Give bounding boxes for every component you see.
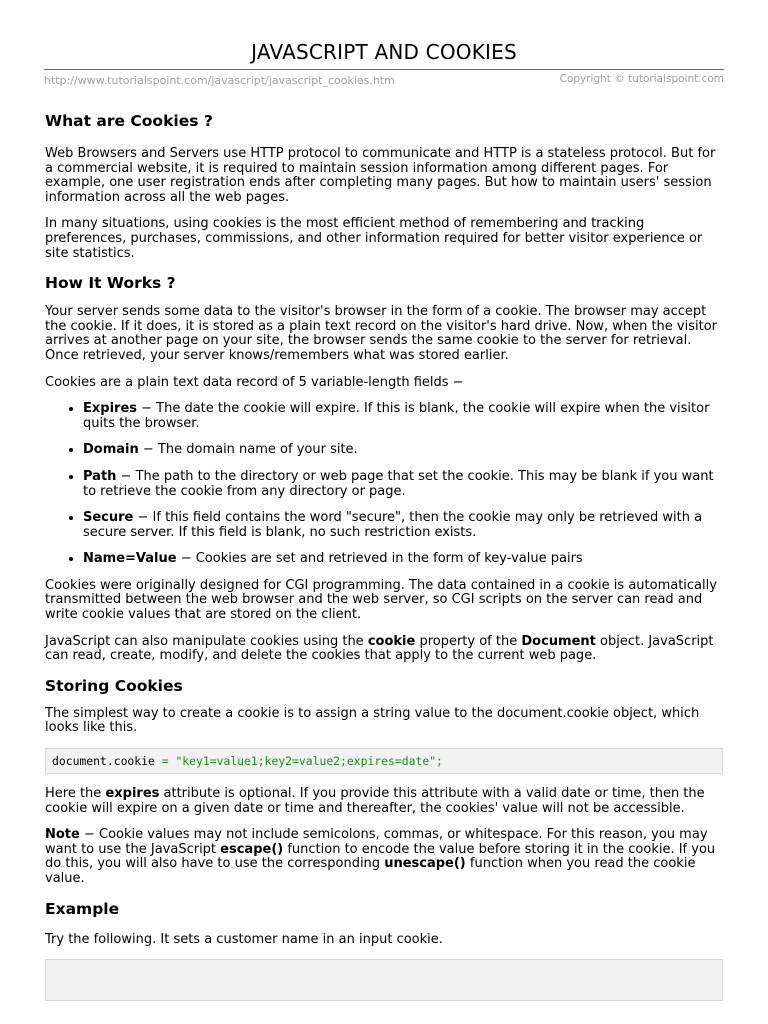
paragraph-expires: Here the expires attribute is optional. If you provide this attribute with a valid date or time, then the cookie will expire on a given date or time and thereafter, the cookies' value will not be accessible. <box>45 786 705 816</box>
copyright-notice: Copyright © tutorialspoint.com <box>559 73 724 85</box>
paragraph-js-cookies: JavaScript can also manipulate cookies using the cookie property of the Document object. JavaScript can read, create, modify, and delete the cookies that apply to the current web page. <box>45 633 714 664</box>
keyword-cookie: cookie <box>367 633 416 649</box>
code-string: "key1=value1;key2=value2;expires=date"; <box>168 754 443 769</box>
code-lhs: document.cookie <box>52 754 162 769</box>
paragraph-fields-intro: Cookies are a plain text data record of 5 variable-length fields − <box>45 374 464 390</box>
heading-example: Example <box>45 899 120 918</box>
paragraph-usage: In many situations, using cookies is the most efficient method of remembering and tracking preferences, purchases, commissions, and other information required for better visitor experience or site statistics. <box>45 216 703 261</box>
page-title: JAVASCRIPT AND COOKIES <box>251 40 517 64</box>
title-divider <box>44 69 724 70</box>
heading-what-are-cookies: What are Cookies ? <box>45 112 213 130</box>
keyword-escape: escape() <box>220 841 284 857</box>
field-desc: − The domain name of your site. <box>138 442 358 458</box>
field-term: Secure <box>83 510 134 526</box>
field-desc: − The date the cookie will expire. If this is blank, the cookie will expire when the visitor quits the browser. <box>83 401 710 431</box>
source-url: http://www.tutorialspoint.com/javascript/javascript_cookies.htm <box>44 74 395 87</box>
heading-storing-cookies: Storing Cookies <box>45 676 183 695</box>
example-code-block <box>45 959 723 1001</box>
paragraph-storing: The simplest way to create a cookie is to assign a string value to the document.cookie object, which looks like this. <box>45 705 700 736</box>
keyword-document: Document <box>521 633 596 649</box>
paragraph-how: Your server sends some data to the visitor's browser in the form of a cookie. The browser may accept the cookie. If it does, it is stored as a plain text record on the visitor's hard drive. Now, when the visitor arrives at another page on your site, the browser sends the same cookie to the server for retrieval. Once retrieved, your server knows/remembers what was stored earlier. <box>45 304 718 363</box>
field-term: Path <box>83 468 117 484</box>
list-item <box>83 511 725 540</box>
field-term: Domain <box>83 442 139 458</box>
keyword-expires: expires <box>105 786 160 802</box>
field-term: Expires <box>83 401 137 417</box>
paragraph-intro: Web Browsers and Servers use HTTP protocol to communicate and HTTP is a stateless protocol. But for a commercial website, it is required to maintain session information among different pages. For example, one user registration ends after completing many pages. But how to maintain users' session information across all the web pages. <box>45 146 716 205</box>
field-desc: − If this field contains the word "secure", then the cookie may only be retrieved with a secure server. If this field is blank, no such restriction exists. <box>83 510 703 540</box>
code-operator: = <box>161 754 169 769</box>
paragraph-cgi: Cookies were originally designed for CGI programming. The data contained in a cookie is automatically transmitted between the web browser and the web server, so CGI scripts on the server can read and write cookie values that are stored on the client. <box>45 577 717 623</box>
list-item <box>83 470 725 499</box>
paragraph-note: Note − Cookie values may not include semicolons, commas, or whitespace. For this reason, you may want to use the JavaScript escape() function to encode the value before storing it in the cookie. If you do this, you will also have to use the corresponding unescape() function when you read the cookie value. <box>45 827 716 886</box>
list-item <box>83 552 725 567</box>
list-item <box>83 402 725 431</box>
article-body <box>45 111 725 1001</box>
field-desc: − Cookies are set and retrieved in the form of key-value pairs <box>176 551 583 567</box>
note-label: Note <box>45 827 80 843</box>
heading-how-it-works: How It Works ? <box>45 274 176 293</box>
list-item <box>83 443 725 458</box>
cookie-fields-list <box>45 402 725 567</box>
field-desc: − The path to the directory or web page that set the cookie. This may be blank if you want to retrieve the cookie from any directory or page. <box>83 468 714 499</box>
keyword-unescape: unescape() <box>384 856 466 872</box>
code-block <box>45 748 723 774</box>
paragraph-example: Try the following. It sets a customer name in an input cookie. <box>45 931 443 947</box>
field-term: Name=Value <box>83 551 177 567</box>
